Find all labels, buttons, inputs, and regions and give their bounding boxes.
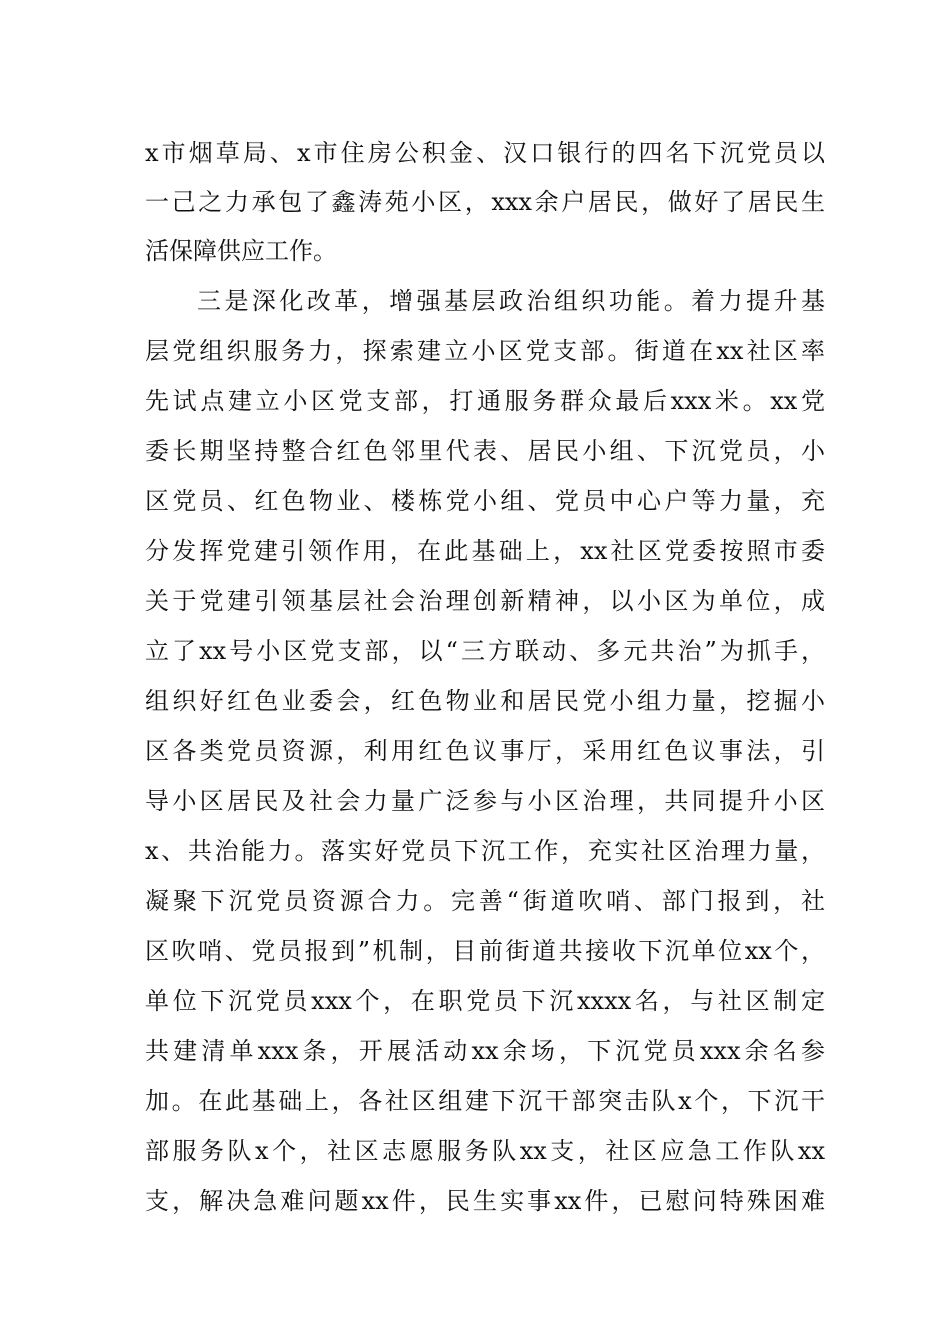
text-line: 层党组织服务力，探索建立小区党支部。街道在xx社区率 — [145, 337, 825, 365]
text-line: 加。在此基础上，各社区组建下沉干部突击队x个，下沉干 — [145, 1087, 825, 1115]
text-line: 部服务队x个，社区志愿服务队xx支，社区应急工作队xx — [145, 1137, 825, 1165]
text-line: 区各类党员资源，利用红色议事厅，采用红色议事法，引 — [145, 737, 825, 765]
text-line: 先试点建立小区党支部，打通服务群众最后xxx米。xx党 — [145, 387, 825, 415]
text-line: 区吹哨、党员报到”机制，目前街道共接收下沉单位xx个， — [145, 937, 825, 965]
text-line: 区党员、红色物业、楼栋党小组、党员中心户等力量，充 — [145, 487, 825, 515]
text-line: 活保障供应工作。 — [145, 237, 337, 265]
text-line: 支，解决急难问题xx件，民生实事xx件，已慰问特殊困难 — [145, 1187, 825, 1215]
text-line: 分发挥党建引领作用，在此基础上，xx社区党委按照市委 — [145, 537, 825, 565]
text-line: 共建清单xxx条，开展活动xx余场，下沉党员xxx余名参 — [145, 1037, 825, 1065]
paragraph-first-line: 三是深化改革，增强基层政治组织功能。着力提升基 — [197, 287, 825, 315]
text-line: 一己之力承包了鑫涛苑小区，xxx余户居民，做好了居民生 — [145, 188, 825, 216]
text-line: 凝聚下沉党员资源合力。完善“街道吹哨、部门报到，社 — [145, 887, 825, 915]
text-line: 立了xx号小区党支部，以“三方联动、多元共治”为抓手， — [145, 637, 825, 665]
text-line: 委长期坚持整合红色邻里代表、居民小组、下沉党员，小 — [145, 437, 825, 465]
text-line: x、共治能力。落实好党员下沉工作，充实社区治理力量， — [145, 837, 825, 865]
text-line: x市烟草局、x市住房公积金、汉口银行的四名下沉党员以 — [145, 139, 825, 167]
text-line: 关于党建引领基层社会治理创新精神，以小区为单位，成 — [145, 587, 825, 615]
text-line: 单位下沉党员xxx个，在职党员下沉xxxx名，与社区制定 — [145, 987, 825, 1015]
text-line: 导小区居民及社会力量广泛参与小区治理，共同提升小区 — [145, 787, 825, 815]
text-line: 组织好红色业委会，红色物业和居民党小组力量，挖掘小 — [145, 687, 825, 715]
